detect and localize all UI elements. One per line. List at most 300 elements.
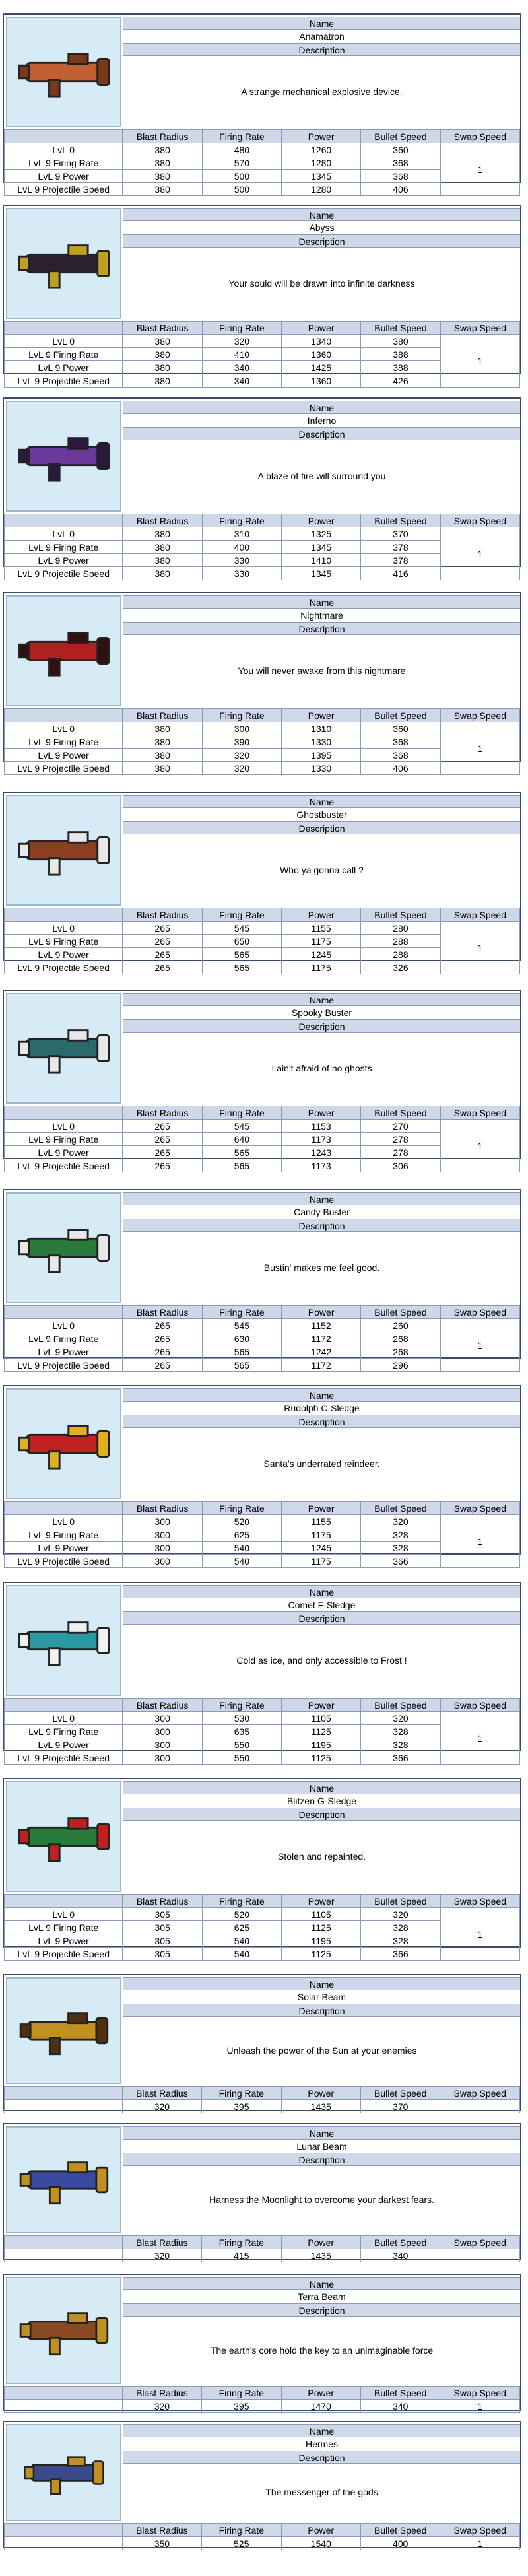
table-cell: 1340 [282,335,361,348]
table-cell: 565 [202,948,281,961]
stats-table [4,708,520,775]
column-header: Power [282,130,361,143]
table-cell: 380 [123,722,202,735]
table-cell: LvL 0 [5,922,123,935]
dark-dragon-launcher-icon [6,208,121,319]
weapon-card [3,592,521,774]
green-sledge-launcher-icon [6,1781,121,1892]
weapon-card [3,2421,521,2548]
table-cell: 265 [123,1345,202,1359]
weapon-name: Blitzen G-Sledge [286,1796,357,1806]
swap-speed-cell: 1 [440,335,519,388]
table-cell: 300 [123,1542,202,1555]
table-cell: 320 [361,1908,440,1921]
table-cell: 1345 [282,541,361,554]
table-cell: 380 [123,156,202,170]
description-header: Description [123,234,520,248]
table-cell: 265 [123,1120,202,1133]
column-header: Firing Rate [202,2387,281,2400]
table-cell: 500 [202,170,281,183]
column-header: Firing Rate [202,1106,281,1120]
description-header: Description [123,2004,520,2017]
table-cell: 366 [361,1751,440,1765]
table-cell: 370 [360,2100,440,2113]
stats-table [4,129,520,196]
table-cell: 520 [202,1908,281,1921]
column-header [5,322,123,335]
winged-cannon-icon [6,2424,121,2521]
stats-table [4,1305,520,1372]
column-header: Blast Radius [123,1106,202,1120]
table-cell: 300 [123,1515,202,1528]
table-cell: 278 [361,1133,440,1146]
table-cell: 500 [202,183,281,196]
table-row [5,335,520,348]
table-cell: 625 [202,1921,281,1934]
column-header [5,1306,123,1319]
table-cell: 400 [360,2537,440,2550]
table-cell: 270 [361,1120,440,1133]
weapon-card [3,205,521,386]
gold-beam-cannon-icon [6,1977,121,2084]
table-cell: 400 [202,541,281,554]
weapon-name: Nightmare [300,610,343,621]
table-cell: 1105 [282,1712,361,1725]
column-header [5,1699,123,1712]
table-cell: 380 [123,143,202,156]
table-cell: 300 [123,1528,202,1542]
table-cell: 368 [361,170,440,183]
green-ghost-launcher-icon [6,1192,121,1303]
table-cell: 340 [360,2249,440,2262]
column-header: Blast Radius [123,1895,202,1908]
table-cell: 320 [202,762,281,775]
column-header: Blast Radius [122,2087,202,2100]
description-header: Description [123,821,520,834]
column-header: Bullet Speed [361,1106,440,1120]
weapon-description: Bustin' makes me feel good. [263,1262,380,1273]
table-cell: 525 [202,2537,281,2550]
column-header: Swap Speed [440,322,519,335]
table-cell: 300 [202,722,281,735]
table-cell: 1242 [282,1345,361,1359]
table-cell: 480 [202,143,281,156]
column-header: Swap Speed [440,2524,520,2537]
table-cell: 265 [123,935,202,948]
weapon-card [3,2274,521,2411]
stats-header-row [5,514,520,527]
table-cell: 395 [202,2100,281,2113]
weapon-name: Abyss [309,222,335,233]
table-cell: 366 [361,1948,440,1961]
table-row [5,2249,520,2262]
table-cell: 265 [123,1359,202,1372]
stats-header-row [5,130,520,143]
table-cell: 328 [361,1934,440,1948]
table-cell: 530 [202,1712,281,1725]
table-cell [5,2537,123,2550]
column-header: Power [281,2236,360,2249]
table-cell: 388 [361,348,440,361]
weapon-description: Harness the Moonlight to overcome your darkest fears. [209,2194,434,2205]
stats-header-row [5,2387,520,2400]
table-cell: LvL 0 [5,1908,123,1921]
column-header: Power [282,1502,361,1515]
table-cell: 380 [123,735,202,749]
swap-speed-cell: 1 [440,2537,520,2550]
table-cell: 265 [123,961,202,974]
table-cell: 540 [202,1948,281,1961]
description-header: Description [123,622,520,635]
table-cell: LvL 0 [5,1120,123,1133]
weapon-name: Solar Beam [297,1992,346,2002]
table-cell: 265 [123,1319,202,1332]
column-header: Firing Rate [202,709,281,722]
column-header: Firing Rate [202,322,281,335]
column-header: Blast Radius [123,1306,202,1319]
table-cell: LvL 9 Projectile Speed [5,567,123,580]
weapon-name: Ghostbuster [296,809,347,820]
column-header: Blast Radius [123,908,202,922]
description-header: Description [123,2451,520,2464]
weapon-name: Rudolph C-Sledge [284,1403,360,1413]
table-cell: 565 [202,1146,281,1159]
table-cell: 380 [123,348,202,361]
column-header [5,709,123,722]
table-cell: LvL 9 Power [5,1738,123,1751]
table-cell: 550 [202,1738,281,1751]
table-cell: 265 [123,948,202,961]
column-header: Swap Speed [440,1106,519,1120]
stats-table [4,1501,520,1568]
table-cell: LvL 9 Firing Rate [5,735,123,749]
stats-header-row [5,1699,520,1712]
table-cell: 370 [361,527,440,541]
weapon-name: Anamatron [299,31,345,42]
swap-speed-cell: 1 [440,1319,519,1372]
table-cell: 368 [361,749,440,762]
description-header: Description [123,43,520,56]
table-cell: 1245 [282,1542,361,1555]
table-cell: 326 [361,961,440,974]
table-cell: 265 [123,922,202,935]
stats-table [4,1894,520,1961]
stats-header-row [5,1306,520,1319]
table-cell: 265 [123,1146,202,1159]
table-cell: 265 [123,1159,202,1172]
table-cell [5,2100,123,2113]
table-row [5,922,520,935]
table-cell: LvL 0 [5,527,123,541]
swap-speed-cell: 1 [440,1120,519,1172]
column-header: Bullet Speed [360,2236,440,2249]
name-header: Name [123,2277,520,2290]
table-cell: 330 [202,554,281,567]
table-cell: 406 [361,183,440,196]
table-cell: 1310 [282,722,361,735]
red-sledge-launcher-icon [6,1388,121,1499]
stats-header-row [5,2524,520,2537]
stats-table [4,514,520,580]
weapon-description: Your sould will be drawn into infinite darkness [228,278,415,288]
column-header [5,1502,123,1515]
column-header: Firing Rate [202,514,281,527]
column-header [5,514,123,527]
column-header: Power [282,322,361,335]
table-cell: LvL 9 Firing Rate [5,1921,123,1934]
weapon-description: The earth's core hold the key to an unimaginable force [210,2345,434,2356]
teal-ghost-launcher-icon [6,993,121,1104]
table-cell: 390 [202,735,281,749]
stats-header-row [5,709,520,722]
orange-rocket-launcher-icon [6,17,121,127]
column-header: Power [282,1699,361,1712]
weapon-card [3,1385,521,1567]
table-cell: 1280 [282,156,361,170]
table-cell: 300 [123,1555,202,1568]
table-cell: 415 [202,2249,281,2262]
table-cell: 520 [202,1515,281,1528]
table-cell: 328 [361,1542,440,1555]
table-cell: 1173 [282,1133,361,1146]
column-header: Blast Radius [123,322,202,335]
column-header: Blast Radius [123,1699,202,1712]
weapon-name: Terra Beam [298,2291,346,2302]
column-header: Blast Radius [123,130,202,143]
column-header: Bullet Speed [361,908,440,922]
table-cell: 1410 [282,554,361,567]
weapon-name: Inferno [307,415,337,426]
swap-speed-cell: 1 [440,527,519,580]
table-cell: 340 [360,2400,440,2413]
swap-speed-cell: 1 [440,2400,520,2413]
column-header: Firing Rate [202,1306,281,1319]
column-header: Swap Speed [440,1502,519,1515]
table-cell: LvL 9 Projectile Speed [5,1751,123,1765]
name-header: Name [123,2126,520,2140]
table-cell: 1435 [281,2249,360,2262]
table-cell: 1153 [282,1120,361,1133]
table-cell: 360 [361,722,440,735]
stats-table [4,2386,520,2413]
table-cell: 328 [361,1528,440,1542]
column-header: Firing Rate [202,1699,281,1712]
table-cell: LvL 9 Power [5,1542,123,1555]
table-cell: 380 [123,170,202,183]
table-cell: 380 [361,335,440,348]
column-header: Bullet Speed [361,1895,440,1908]
table-cell: LvL 9 Firing Rate [5,1332,123,1345]
column-header: Swap Speed [440,130,519,143]
table-cell: 380 [123,183,202,196]
stats-table [4,1698,520,1765]
name-header: Name [123,17,520,30]
table-cell: 320 [202,335,281,348]
column-header: Swap Speed [440,1699,519,1712]
table-cell: 306 [361,1159,440,1172]
column-header: Blast Radius [123,1502,202,1515]
table-row [5,143,520,156]
weapon-card [3,1189,521,1371]
name-header: Name [123,993,520,1006]
column-header: Bullet Speed [361,130,440,143]
table-cell: 1155 [282,922,361,935]
table-cell: 1540 [281,2537,360,2550]
table-cell: LvL 9 Power [5,554,123,567]
table-cell: 635 [202,1725,281,1738]
table-cell: 1125 [282,1725,361,1738]
table-cell: 320 [122,2100,202,2113]
table-cell: 300 [123,1751,202,1765]
table-cell: 380 [123,527,202,541]
table-cell: 320 [122,2249,202,2262]
table-cell: 320 [202,749,281,762]
table-cell: 1395 [282,749,361,762]
table-cell: 625 [202,1528,281,1542]
table-cell: 570 [202,156,281,170]
table-cell: 1175 [282,1555,361,1568]
table-cell: 650 [202,935,281,948]
table-cell: 1172 [282,1332,361,1345]
table-cell: 340 [202,361,281,374]
table-cell: LvL 9 Projectile Speed [5,1159,123,1172]
weapon-description: You will never awake from this nightmare [238,665,406,676]
table-cell: 565 [202,961,281,974]
description-header: Description [123,427,520,440]
column-header [5,2087,123,2100]
table-cell: LvL 9 Projectile Speed [5,961,123,974]
weapon-name: Spooky Buster [291,1007,352,1018]
table-cell: LvL 9 Projectile Speed [5,762,123,775]
table-cell: 265 [123,1332,202,1345]
blue-sledge-launcher-icon [6,1585,121,1696]
table-cell: 550 [202,1751,281,1765]
description-header: Description [123,1611,520,1625]
column-header [5,130,123,143]
stats-table [4,2086,520,2113]
table-cell: 378 [361,554,440,567]
table-cell: 1175 [282,935,361,948]
table-cell: 380 [123,335,202,348]
weapon-card [3,1778,521,1959]
name-header: Name [123,401,520,414]
swap-speed-cell: 1 [440,1712,519,1765]
weapon-description: The messenger of the gods [265,2487,378,2497]
column-header: Power [282,1306,361,1319]
weapon-description: Unleash the power of the Sun at your enemies [226,2045,417,2056]
column-header: Firing Rate [202,1502,281,1515]
table-cell: 565 [202,1345,281,1359]
table-cell: 1345 [282,170,361,183]
name-header: Name [123,1388,520,1402]
table-cell: 565 [202,1359,281,1372]
column-header: Blast Radius [122,2524,202,2537]
table-cell: 1425 [282,361,361,374]
table-cell: LvL 9 Power [5,170,123,183]
stats-header-row [5,2087,520,2100]
column-header: Blast Radius [123,709,202,722]
table-cell: 320 [361,1712,440,1725]
column-header [5,2524,123,2537]
table-cell: 305 [123,1934,202,1948]
table-cell: 380 [123,762,202,775]
table-cell: LvL 0 [5,335,123,348]
table-cell: 380 [123,554,202,567]
blue-beam-cannon-icon [6,2126,121,2233]
table-cell: 305 [123,1921,202,1934]
name-header: Name [123,208,520,221]
column-header: Bullet Speed [361,514,440,527]
table-cell: LvL 9 Power [5,948,123,961]
description-header: Description [123,1808,520,1821]
table-cell: LvL 9 Power [5,1146,123,1159]
column-header: Power [281,2087,360,2100]
weapon-card [3,990,521,1171]
table-cell: 305 [123,1948,202,1961]
table-row [5,1319,520,1332]
table-cell: 268 [361,1345,440,1359]
table-cell: 320 [361,1515,440,1528]
table-cell: 1325 [282,527,361,541]
name-header: Name [123,1192,520,1205]
column-header: Swap Speed [440,514,519,527]
table-cell: LvL 9 Power [5,1345,123,1359]
column-header [5,2236,123,2249]
table-row [5,1515,520,1528]
table-cell: 1280 [282,183,361,196]
stats-header-row [5,2236,520,2249]
table-cell: LvL 0 [5,1712,123,1725]
weapon-description: Who ya gonna call ? [280,865,364,875]
table-cell: 1435 [281,2100,360,2113]
weapon-card [3,13,521,195]
table-cell: 406 [361,762,440,775]
table-cell: 320 [122,2400,202,2413]
name-header: Name [123,595,520,609]
table-cell: 366 [361,1555,440,1568]
table-cell: 545 [202,922,281,935]
column-header: Firing Rate [202,2524,281,2537]
name-header: Name [123,1977,520,1990]
table-cell: LvL 9 Power [5,361,123,374]
column-header: Bullet Speed [361,322,440,335]
table-cell: LvL 9 Projectile Speed [5,1359,123,1372]
table-cell: LvL 0 [5,722,123,735]
weapon-description: A blaze of fire will surround you [257,471,386,481]
swap-speed-cell: 1 [440,922,519,974]
stats-header-row [5,1895,520,1908]
table-cell: 1195 [282,1738,361,1751]
table-cell: 288 [361,935,440,948]
table-cell: 1195 [282,1934,361,1948]
table-row [5,2100,520,2113]
column-header: Swap Speed [440,908,519,922]
table-row [5,1712,520,1725]
weapon-description: Santa's underrated reindeer. [263,1458,380,1469]
column-header: Blast Radius [122,2236,202,2249]
table-cell: 1345 [282,567,361,580]
table-cell: 1125 [282,1948,361,1961]
table-row [5,1908,520,1921]
column-header [5,908,123,922]
table-cell: 545 [202,1319,281,1332]
description-header: Description [123,1219,520,1232]
column-header: Firing Rate [202,1895,281,1908]
table-cell [5,2400,123,2413]
table-cell: 300 [123,1712,202,1725]
column-header: Bullet Speed [361,1306,440,1319]
table-cell: 350 [122,2537,202,2550]
